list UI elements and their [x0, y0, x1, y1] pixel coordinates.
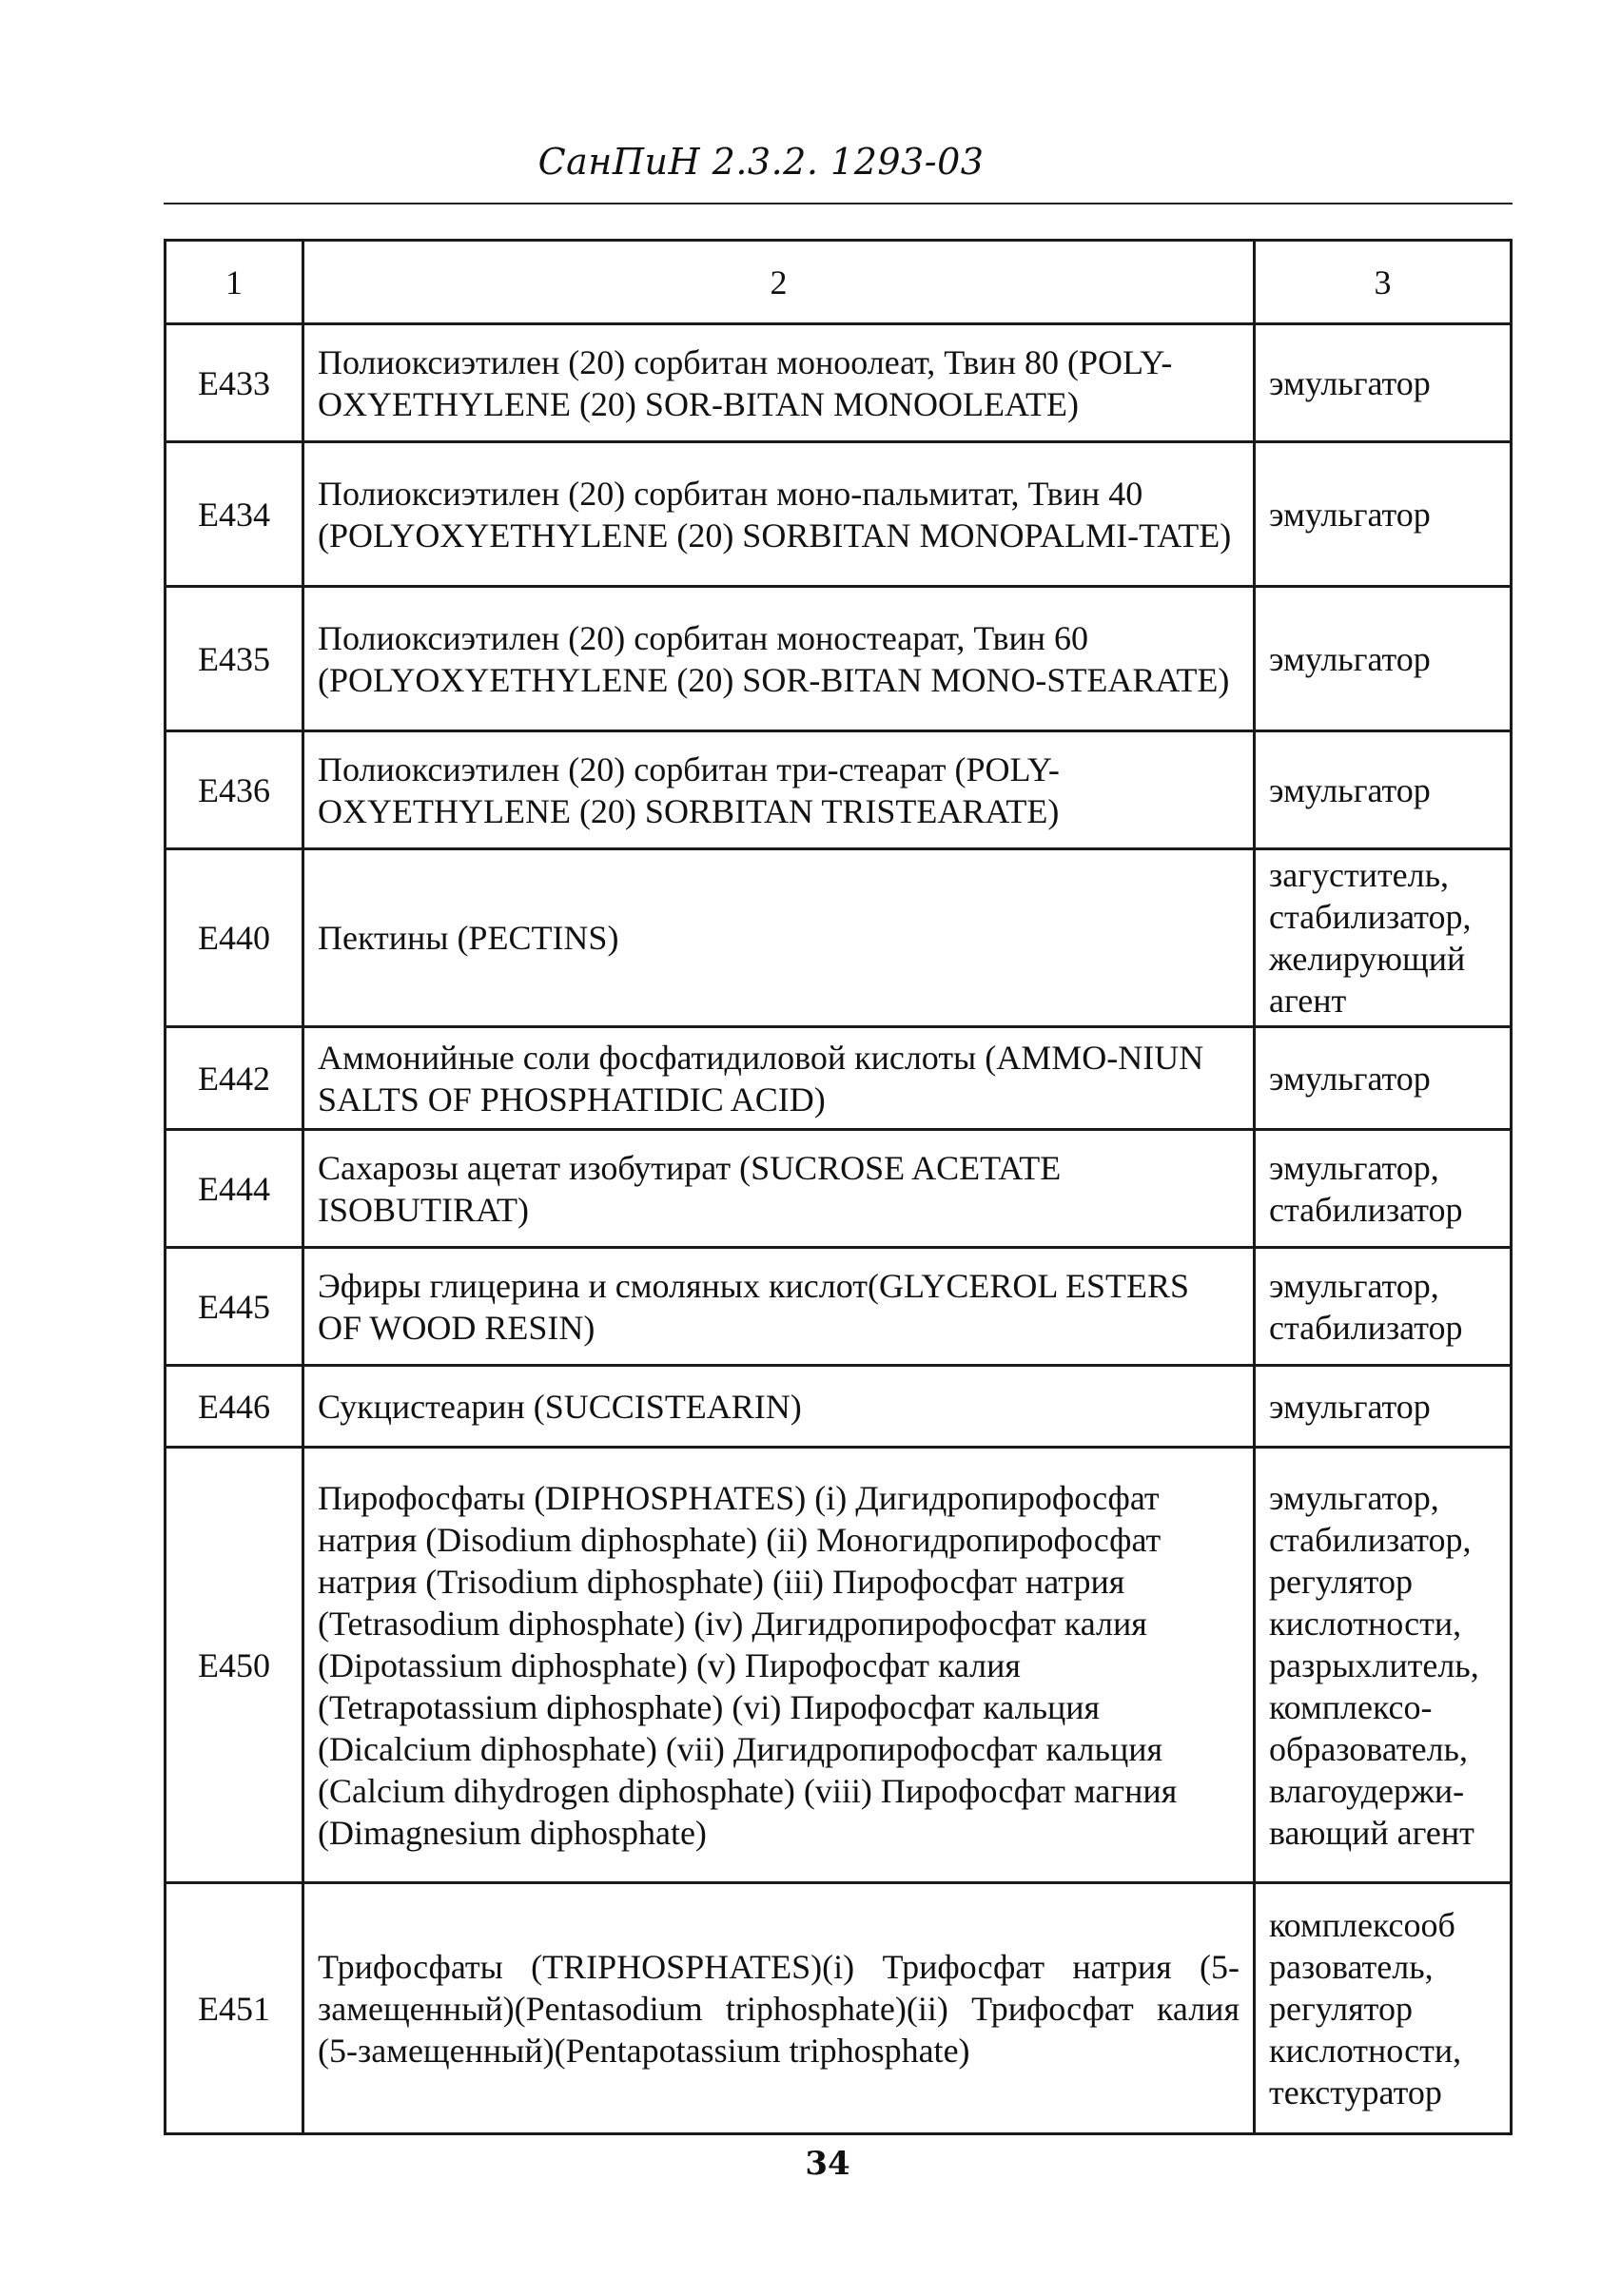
additive-name: Полиоксиэтилен (20) сорбитан моноолеат, Твин 80 (POLY-OXYETHYLENE (20) SOR-BITAN MONOOLEATE)	[303, 324, 1255, 442]
additive-function: эмульгатор	[1255, 1366, 1512, 1448]
additive-code: Е444	[166, 1130, 303, 1248]
column-header-3: 3	[1255, 241, 1512, 324]
additive-code: Е442	[166, 1027, 303, 1130]
additive-code: Е435	[166, 587, 303, 731]
additive-name: Полиоксиэтилен (20) сорбитан моно-пальмитат, Твин 40 (POLYOXYETHYLENE (20) SORBITAN MONOPALMI-TATE)	[303, 442, 1255, 587]
additive-name: Сукцистеарин (SUCCISTEARIN)	[303, 1366, 1255, 1448]
additive-name: Пирофосфаты (DIPHOSPHATES) (i) Дигидропирофосфат натрия (Disodium diphosphate) (ii) Моногидропирофосфат натрия (Trisodium diphosphate) (iii) Пирофосфат натрия (Tetrasodium diphosphate) (iv) Дигидропирофосфат калия (Dipotassium diphosphate) (v) Пирофосфат калия (Tetrapotassium diphosphate) (vi) Пирофосфат кальция (Dicalcium diphosphate) (vii) Дигидропирофосфат кальция (Calcium dihydrogen diphosphate) (viii) Пирофосфат магния (Dimagnesium diphosphate)	[303, 1448, 1255, 1883]
additive-function: эмульгатор, стабилизатор	[1255, 1248, 1512, 1366]
additive-code: Е450	[166, 1448, 303, 1883]
additive-code: Е433	[166, 324, 303, 442]
table-row	[166, 1130, 1512, 1248]
additive-function: комплексооб разователь, регулятор кислотности, текстуратор	[1255, 1883, 1512, 2134]
table-row	[166, 1448, 1512, 1883]
table-row	[166, 442, 1512, 587]
table-row	[166, 1248, 1512, 1366]
additives-table	[164, 239, 1513, 2135]
additive-code: Е451	[166, 1883, 303, 2134]
additive-function: эмульгатор	[1255, 1027, 1512, 1130]
additive-code: Е446	[166, 1366, 303, 1448]
additive-function: эмульгатор	[1255, 324, 1512, 442]
additive-function: эмульгатор, стабилизатор, регулятор кислотности, разрыхлитель, комплексо-образователь, влагоудержи-вающий агент	[1255, 1448, 1512, 1883]
additive-function: загуститель, стабилизатор, желирующий агент	[1255, 849, 1512, 1027]
additive-name: Сахарозы ацетат изобутират (SUCROSE ACETATE ISOBUTIRAT)	[303, 1130, 1255, 1248]
additive-name: Эфиры глицерина и смоляных кислот(GLYCEROL ESTERS OF WOOD RESIN)	[303, 1248, 1255, 1366]
table-header-row	[166, 241, 1512, 324]
column-header-1: 1	[166, 241, 303, 324]
table-row	[166, 731, 1512, 849]
table-row	[166, 849, 1512, 1027]
table-row	[166, 1027, 1512, 1130]
additive-function: эмульгатор	[1255, 587, 1512, 731]
page-number: 34	[805, 2145, 850, 2183]
table-row	[166, 587, 1512, 731]
additive-code: Е445	[166, 1248, 303, 1366]
additive-name: Аммонийные соли фосфатидиловой кислоты (AMMO-NIUN SALTS OF PHOSPHATIDIC ACID)	[303, 1027, 1255, 1130]
table-row	[166, 324, 1512, 442]
page-header-title: СанПиН 2.3.2. 1293-03	[537, 141, 985, 183]
additive-function: эмульгатор	[1255, 731, 1512, 849]
additive-code: Е436	[166, 731, 303, 849]
additive-code: Е440	[166, 849, 303, 1027]
table-row	[166, 1883, 1512, 2134]
additive-name: Полиоксиэтилен (20) сорбитан три-стеарат (POLY-OXYETHYLENE (20) SORBITAN TRISTEARATE)	[303, 731, 1255, 849]
additive-name: Полиоксиэтилен (20) сорбитан моностеарат, Твин 60 (POLYOXYETHYLENE (20) SOR-BITAN MONO-STEARATE)	[303, 587, 1255, 731]
header-divider	[164, 203, 1513, 204]
additive-function: эмульгатор	[1255, 442, 1512, 587]
additive-code: Е434	[166, 442, 303, 587]
column-header-2: 2	[303, 241, 1255, 324]
table-row	[166, 1366, 1512, 1448]
additive-name: Трифосфаты (TRIPHOSPHATES)(i) Трифосфат натрия (5-замещенный)(Pentasodium triphosphate)(ii) Трифосфат калия (5-замещенный)(Pentapotassium triphosphate)	[303, 1883, 1255, 2134]
additive-function: эмульгатор, стабилизатор	[1255, 1130, 1512, 1248]
additive-name: Пектины (PECTINS)	[303, 849, 1255, 1027]
